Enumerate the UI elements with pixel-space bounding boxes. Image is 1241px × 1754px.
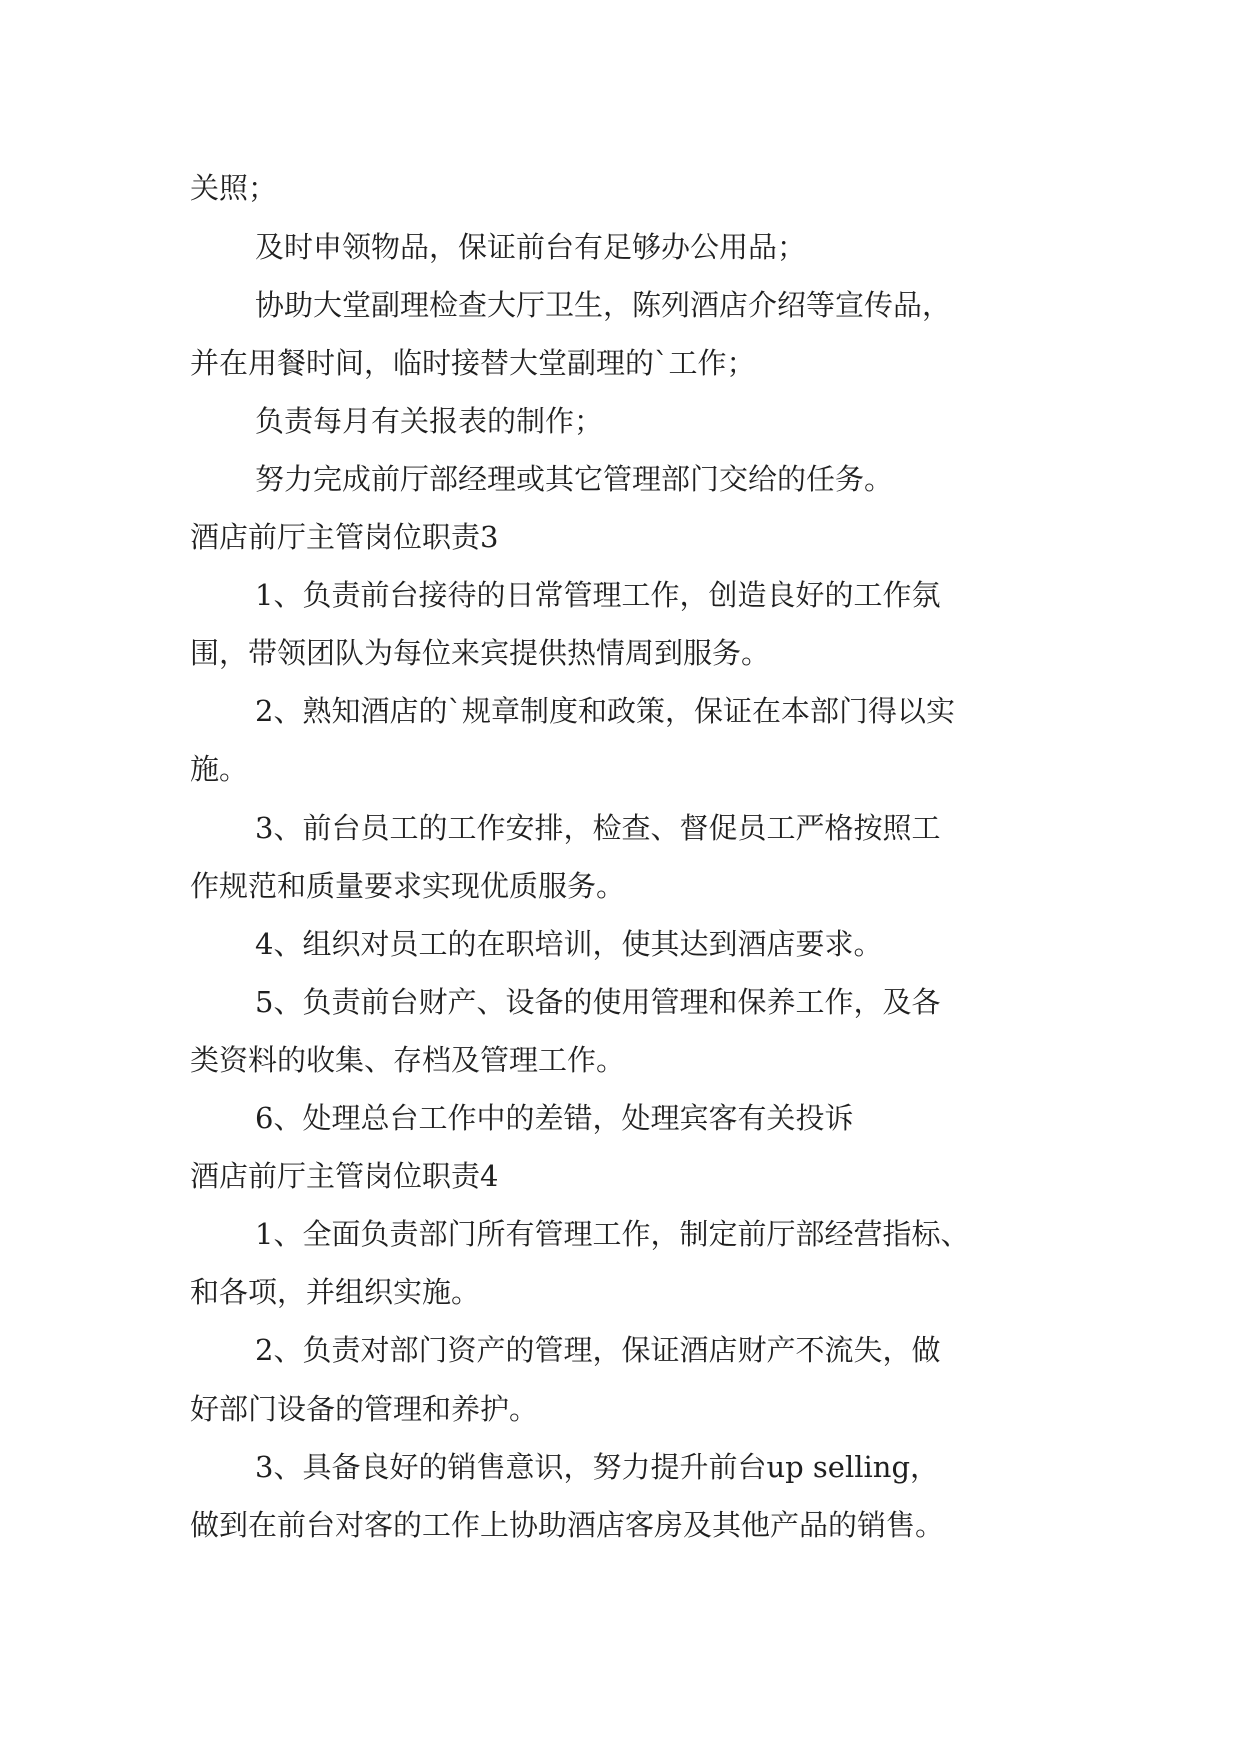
- text-line: 施。: [190, 752, 249, 786]
- section-heading: 酒店前厅主管岗位职责3: [190, 520, 499, 554]
- text-line: 关照；: [190, 171, 278, 205]
- text-line: 和各项，并组织实施。: [190, 1275, 481, 1309]
- text-line: 负责每月有关报表的制作；: [255, 404, 604, 438]
- text-line: 类资料的收集、存档及管理工作。: [190, 1043, 626, 1077]
- text-line: 及时申领物品，保证前台有足够办公用品；: [255, 230, 807, 264]
- text-line: 并在用餐时间，临时接替大堂副理的`工作；: [190, 346, 756, 380]
- text-line: 3、具备良好的销售意识，努力提升前台up selling，: [255, 1450, 940, 1484]
- text-line: 作规范和质量要求实现优质服务。: [190, 869, 626, 903]
- text-line: 努力完成前厅部经理或其它管理部门交给的任务。: [255, 462, 894, 496]
- section-heading: 酒店前厅主管岗位职责4: [190, 1159, 499, 1193]
- text-line: 1、负责前台接待的日常管理工作，创造良好的工作氛: [255, 578, 941, 612]
- text-line: 4、组织对员工的在职培训，使其达到酒店要求。: [255, 927, 883, 961]
- text-line: 5、负责前台财产、设备的使用管理和保养工作，及各: [255, 985, 941, 1019]
- text-line: 6、处理总台工作中的差错，处理宾客有关投诉: [255, 1101, 854, 1135]
- text-line: 围，带领团队为每位来宾提供热情周到服务。: [190, 636, 771, 670]
- text-line: 3、前台员工的工作安排，检查、督促员工严格按照工: [255, 811, 941, 845]
- text-line: 协助大堂副理检查大厅卫生，陈列酒店介绍等宣传品，: [255, 288, 952, 322]
- text-line: 好部门设备的管理和养护。: [190, 1392, 539, 1426]
- text-line: 1、全面负责部门所有管理工作，制定前厅部经营指标、: [255, 1217, 970, 1251]
- text-line: 2、负责对部门资产的管理，保证酒店财产不流失，做: [255, 1333, 941, 1367]
- text-line: 做到在前台对客的工作上协助酒店客房及其他产品的销售。: [190, 1508, 945, 1542]
- text-line: 2、熟知酒店的`规章制度和政策，保证在本部门得以实: [255, 694, 955, 728]
